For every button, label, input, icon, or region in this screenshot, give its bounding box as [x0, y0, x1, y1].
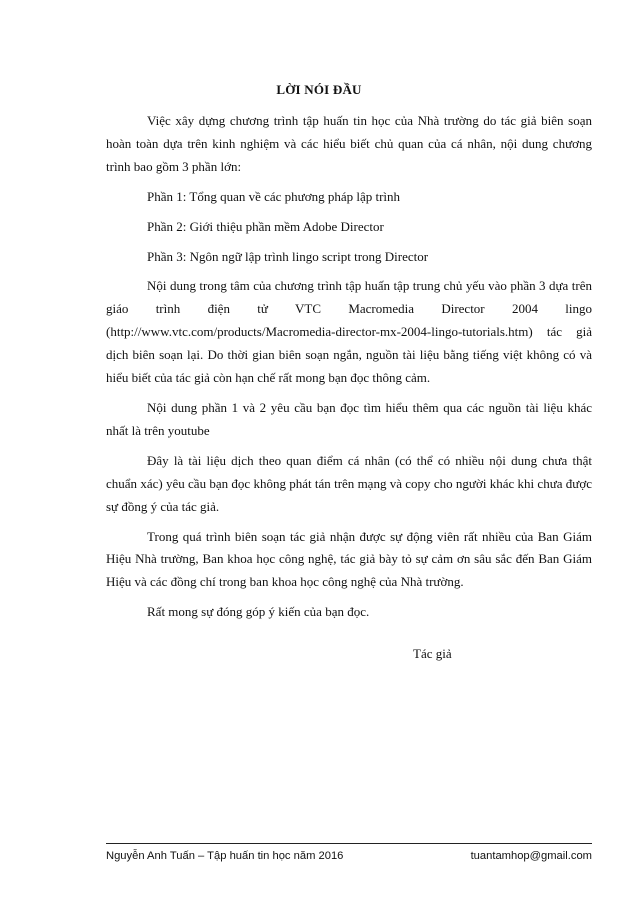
paragraph-part-1: Phần 1: Tổng quan về các phương pháp lập trình	[147, 188, 401, 204]
footer-divider	[106, 843, 592, 844]
document-body	[106, 110, 592, 631]
paragraph-parts-1-2: Nội dung phần 1 và 2 yêu cầu bạn đọc tìm hiểu thêm qua các nguồn tài liệu khác nhất là trên youtube	[106, 399, 592, 438]
page-footer	[106, 850, 592, 862]
paragraph-thanks: Trong quá trình biên soạn tác giả nhận được sự động viên rất nhiều của Ban Giám Hiệu Nhà trường, Ban khoa học công nghệ, tác giả bày tỏ sự cảm ơn sâu sắc đến Ban Giám Hiệu và các đồng chí trong ban khoa học công nghệ của Nhà trường.	[106, 528, 592, 590]
paragraph-disclaimer: Đây là tài liệu dịch theo quan điểm cá nhân (có thể có nhiều nội dung chưa thật chuẩn xác) yêu cầu bạn đọc không phát tán trên mạng và copy cho người khác khi chưa được sự đồng ý của tác giả.	[106, 452, 592, 514]
paragraph-part-2: Phần 2: Giới thiệu phần mềm Adobe Director	[147, 218, 384, 234]
page-title: LỜI NÓI ĐẦU	[276, 82, 362, 97]
paragraph-closing: Rất mong sự đóng góp ý kiến của bạn đọc.	[147, 604, 370, 620]
footer-author: Nguyễn Anh Tuấn – Tập huấn tin học năm 2016	[106, 850, 344, 862]
paragraph-intro: Việc xây dựng chương trình tập huấn tin học của Nhà trường do tác giả biên soạn hoàn toàn dựa trên kinh nghiệm và các hiểu biết chủ quan của cá nhân, nội dung chương trình bao gồm 3 phần lớn:	[106, 113, 592, 174]
signature: Tác giả	[413, 646, 452, 661]
paragraph-main-content: Nội dung trong tâm của chương trình tập huấn tập trung chủ yếu vào phần 3 dựa trên giáo trình điện tử VTC Macromedia Director 2004 lingo (http://www.vtc.com/products/Macromedia-director-mx-2004-lingo-tutorials.htm) tác giả dịch biên soạn lại. Do thời gian biên soạn ngắn, nguồn tài liệu bằng tiếng việt không có và hiểu biết của tác giả còn hạn chế rất mong bạn đọc thông cảm.	[106, 278, 592, 386]
paragraph-part-3: Phần 3: Ngôn ngữ lập trình lingo script trong Director	[147, 248, 429, 264]
footer-email: tuantamhop@gmail.com	[470, 850, 592, 862]
